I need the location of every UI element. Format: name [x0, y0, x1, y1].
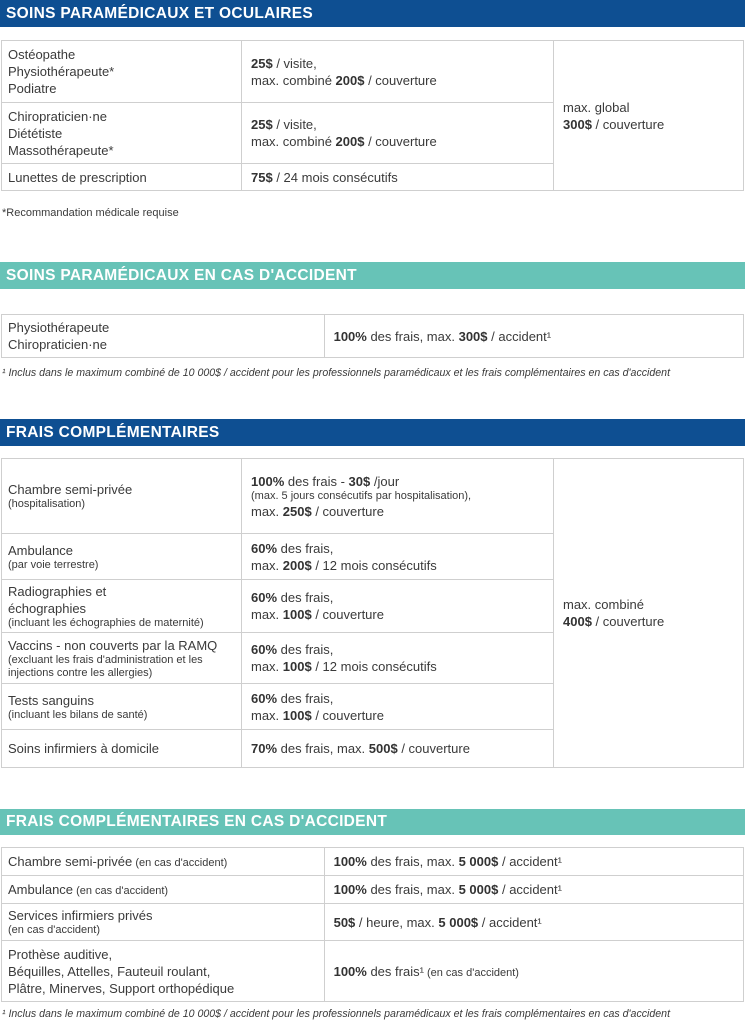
percentage: 60%: [251, 690, 278, 706]
percentage: 100%: [251, 473, 285, 489]
percentage: 60%: [251, 540, 278, 556]
coverage-cell: [242, 684, 554, 730]
footnote: ¹ Inclus dans le maximum combiné de 10 000$ / accident pour les professionnels paramédicaux et les frais complémentaires en cas d'accident: [2, 367, 671, 379]
coverage-cell: [324, 848, 743, 876]
coverage-text: des frais, max.: [366, 328, 459, 344]
table-paramedical: [1, 40, 744, 191]
service-title: Services infirmiers privés: [8, 908, 153, 923]
service-title: Tests sanguins: [8, 692, 94, 708]
service-line: Physiothérapeute: [8, 320, 110, 335]
coverage-text: / couverture: [311, 707, 384, 723]
coverage-text: / accident¹: [498, 882, 562, 897]
coverage-text: / 12 mois consécutifs: [311, 557, 437, 573]
coverage-cell: [242, 103, 554, 164]
service-subtitle: (en cas d'accident): [73, 885, 169, 897]
coverage-cell: [324, 315, 743, 358]
coverage-text: des frais,: [277, 540, 334, 556]
amount: 5 000$: [458, 882, 499, 897]
coverage-text: / couverture: [591, 116, 665, 132]
amount: 300$: [458, 328, 488, 344]
coverage-text: / accident¹: [478, 914, 542, 930]
coverage-text: / couverture: [591, 614, 665, 629]
service-line: Béquilles, Attelles, Fauteuil roulant,: [8, 963, 211, 979]
service-subtitle: (incluant les bilans de santé): [8, 708, 148, 721]
service-name: [2, 941, 325, 1002]
section-header-complementary: FRAIS COMPLÉMENTAIRES: [0, 419, 745, 446]
amount: 200$: [335, 72, 365, 88]
coverage-cell: [242, 534, 554, 580]
service-title: Chambre semi-privée: [8, 854, 133, 869]
table-complementary-accident: [1, 847, 744, 1002]
amount: 75$: [251, 169, 273, 185]
table-complementary: [1, 458, 744, 768]
coverage-cell: [242, 41, 554, 103]
percentage: 100%: [333, 963, 367, 979]
service-name: Lunettes de prescription: [2, 164, 242, 191]
coverage-text: / couverture: [311, 607, 384, 622]
percentage: 100%: [333, 854, 367, 869]
service-subtitle: (hospitalisation): [8, 498, 86, 510]
table-paramedical-accident: [1, 314, 744, 358]
service-name: [2, 633, 242, 684]
amount: 400$: [563, 614, 592, 629]
amount: 500$: [368, 741, 398, 756]
coverage-text: / 24 mois consécutifs: [272, 169, 398, 185]
table-row: [2, 876, 744, 904]
service-subtitle: (en cas d'accident): [132, 857, 228, 869]
service-name: [2, 459, 242, 534]
percentage: 60%: [251, 642, 278, 657]
coverage-text: / couverture: [311, 503, 384, 519]
service-name: [2, 580, 242, 633]
amount: 25$: [251, 55, 273, 71]
amount: 100$: [282, 659, 312, 674]
service-name: [2, 315, 325, 358]
amount: 200$: [335, 134, 365, 149]
coverage-text: / couverture: [364, 72, 437, 88]
percentage: 100%: [333, 882, 367, 897]
service-title: Radiographies et échographies: [8, 583, 107, 616]
coverage-cell: [242, 580, 554, 633]
service-line: Podiatre: [8, 81, 57, 96]
service-title: Ambulance: [8, 542, 74, 558]
service-name: [2, 904, 325, 941]
service-line: Massothérapeute*: [8, 142, 114, 158]
percentage: 60%: [251, 590, 278, 605]
coverage-cell: [324, 876, 743, 904]
coverage-text: max. combiné: [251, 72, 336, 88]
amount: 25$: [251, 117, 273, 132]
global-max-label: max. global: [563, 99, 630, 115]
service-subtitle: (excluant les frais d'administration et les injections contre les allergies): [8, 653, 203, 679]
coverage-text: / couverture: [364, 134, 437, 149]
coverage-text: max.: [251, 607, 283, 622]
table-row: [2, 459, 744, 534]
coverage-cell: [242, 730, 554, 768]
service-line: Chiropraticien·ne: [8, 337, 107, 352]
coverage-text: max.: [251, 707, 283, 723]
amount: 300$: [563, 116, 592, 132]
table-row: [2, 904, 744, 941]
service-name: Soins infirmiers à domicile: [2, 730, 242, 768]
coverage-text: des frais, max.: [366, 854, 459, 869]
amount: 100$: [282, 707, 312, 723]
coverage-text: / heure, max.: [355, 914, 439, 930]
coverage-text: des frais, max.: [366, 882, 459, 897]
amount: 100$: [282, 607, 312, 622]
service-name: [2, 876, 325, 904]
service-name: [2, 534, 242, 580]
coverage-text: des frais, max.: [277, 741, 369, 756]
table-row: [2, 315, 744, 358]
service-line: Plâtre, Minerves, Support orthopédique: [8, 980, 235, 996]
amount: 30$: [348, 473, 371, 489]
coverage-detail: (en cas d'accident): [423, 966, 519, 979]
global-max-cell: [554, 41, 744, 191]
table-row: [2, 848, 744, 876]
coverage-text: / accident¹: [498, 854, 562, 869]
service-line: Diététiste: [8, 125, 63, 141]
amount: 50$: [333, 914, 356, 930]
service-line: Chiropraticien·ne: [8, 108, 107, 124]
coverage-text: des frais,: [277, 590, 334, 605]
coverage-text: / visite,: [272, 55, 317, 71]
service-name: [2, 103, 242, 164]
coverage-text: / visite,: [272, 117, 317, 132]
combined-max-cell: [554, 459, 744, 768]
combined-max-label: max. combiné: [563, 597, 644, 612]
coverage-cell: [242, 164, 554, 191]
service-subtitle: (par voie terrestre): [8, 558, 99, 571]
footnote: ¹ Inclus dans le maximum combiné de 10 000$ / accident pour les professionnels paramédicaux et les frais complémentaires en cas d'accident: [2, 1008, 671, 1020]
service-title: Chambre semi-privée: [8, 482, 133, 497]
coverage-text: max.: [251, 503, 283, 519]
coverage-text: / couverture: [397, 741, 470, 756]
coverage-cell: [324, 904, 743, 941]
amount: 5 000$: [458, 854, 499, 869]
section-header-paramedical-accident: SOINS PARAMÉDICAUX EN CAS D'ACCIDENT: [0, 262, 745, 289]
coverage-detail: (max. 5 jours consécutifs par hospitalisation),: [251, 489, 472, 502]
amount: 5 000$: [438, 914, 479, 930]
table-row: [2, 941, 744, 1002]
coverage-cell: [242, 459, 554, 534]
coverage-text: max.: [251, 659, 283, 674]
service-subtitle: (en cas d'accident): [8, 924, 100, 936]
footnote: *Recommandation médicale requise: [2, 207, 179, 219]
coverage-cell: [242, 633, 554, 684]
coverage-text: max. combiné: [251, 134, 336, 149]
percentage: 70%: [251, 741, 278, 756]
coverage-text: / accident¹: [487, 328, 552, 344]
service-title: Ambulance: [8, 882, 74, 897]
service-title: Vaccins - non couverts par la RAMQ: [8, 637, 218, 653]
coverage-text: des frais -: [284, 473, 349, 489]
service-name: [2, 41, 242, 103]
service-line: Prothèse auditive,: [8, 946, 113, 962]
coverage-text: /jour: [370, 473, 400, 489]
coverage-text: des frais¹: [366, 963, 424, 979]
table-row: [2, 41, 744, 103]
section-header-paramedical: SOINS PARAMÉDICAUX ET OCULAIRES: [0, 0, 745, 27]
service-name: [2, 848, 325, 876]
coverage-text: des frais,: [277, 642, 334, 657]
coverage-text: / 12 mois consécutifs: [311, 659, 437, 674]
service-name: [2, 684, 242, 730]
coverage-text: des frais,: [277, 690, 334, 706]
coverage-cell: [324, 941, 743, 1002]
service-subtitle: (incluant les échographies de maternité): [8, 616, 204, 629]
service-line: Ostéopathe: [8, 47, 76, 62]
section-header-complementary-accident: FRAIS COMPLÉMENTAIRES EN CAS D'ACCIDENT: [0, 809, 745, 835]
service-line: Physiothérapeute*: [8, 64, 115, 79]
amount: 200$: [282, 557, 312, 573]
amount: 250$: [282, 503, 312, 519]
percentage: 100%: [333, 328, 367, 344]
coverage-text: max.: [251, 557, 283, 573]
